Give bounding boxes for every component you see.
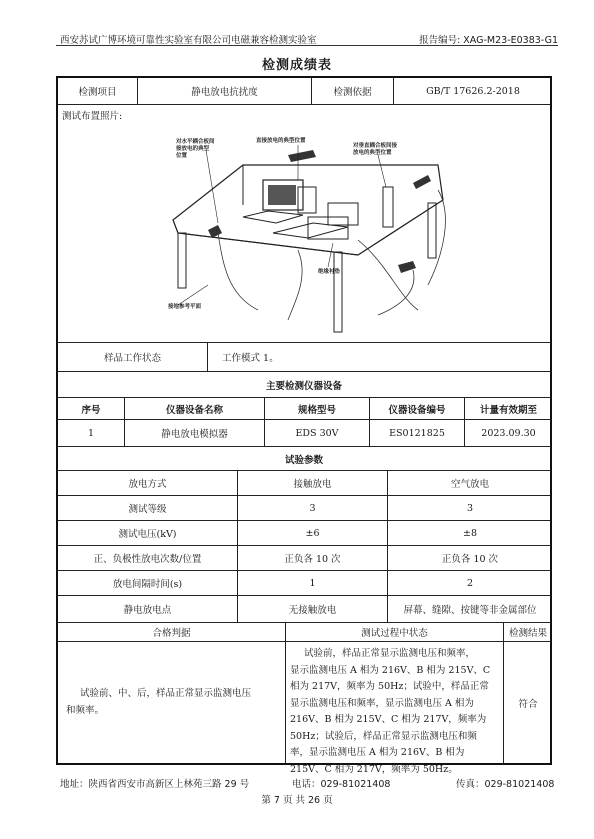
photo-row	[58, 105, 550, 343]
criterion-cell	[58, 642, 286, 763]
param-row	[58, 571, 550, 596]
param-label: 放电间隔时间(s)	[58, 571, 238, 595]
verdict-value: 符合	[518, 698, 538, 710]
param-label: 放电方式	[58, 471, 238, 495]
process-header: 测试过程中状态	[286, 623, 504, 641]
basis-label: 检测依据	[312, 78, 394, 104]
company-name: 西安苏试广博环境可靠性实验室有限公司电磁兼容检测实验室	[60, 35, 317, 46]
equipment-header-expiry: 计量有效期至	[479, 404, 537, 416]
equipment-section-title: 主要检测仪器设备	[58, 372, 550, 398]
param-label: 测试等级	[58, 496, 238, 520]
equipment-name: 静电放电模拟器	[125, 420, 265, 446]
annot-insulation: 绝缘衬垫	[318, 269, 341, 275]
result-body-row	[58, 642, 550, 775]
param-contact: 无接触放电	[238, 596, 388, 622]
param-row	[58, 471, 550, 496]
param-row	[58, 596, 550, 623]
param-air: 正负各 10 次	[441, 554, 499, 565]
header-divider	[56, 45, 558, 46]
equipment-id: ES0121825	[370, 420, 465, 446]
sample-state-value: 工作模式 1。	[222, 353, 279, 364]
criterion-line: 试验前、中、后，样品正常显示监测电压	[80, 688, 252, 699]
criterion-line: 和频率。	[66, 704, 105, 716]
sample-state-label: 样品工作状态	[58, 343, 208, 371]
process-line: 216V、B 相为 215V、C 相为 217V，频率为	[290, 714, 487, 725]
process-line: 215V、C 相为 217V，频率为 50Hz。	[290, 763, 458, 775]
page-number: 第 7 页 共 26 页	[261, 795, 333, 806]
info-row	[58, 78, 550, 105]
item-value: 静电放电抗扰度	[138, 78, 312, 104]
param-label: 正、负极性放电次数/位置	[58, 546, 238, 570]
annot-horizontal-line1: 对水平耦合板间	[176, 139, 215, 145]
item-label: 检测项目	[58, 78, 138, 104]
annot-horizontal-line3: 位置	[176, 153, 188, 159]
annot-vertical-line2: 放电的典型位置	[353, 150, 392, 156]
param-contact: 1	[238, 571, 388, 595]
equipment-model: EDS 30V	[265, 420, 370, 446]
footer-address: 地址：陕西省西安市高新区上林苑三路 29 号	[60, 779, 250, 790]
annot-ground: 接地参考平面	[168, 304, 202, 310]
footer-fax: 传真：029-81021408	[456, 779, 555, 790]
page-title: 检测成绩表	[261, 58, 332, 73]
process-line: 率，显示监测电压 A 相为 216V、B 相为	[290, 747, 465, 758]
photo-label: 测试布置照片:	[62, 111, 123, 122]
equipment-header-no: 序号	[58, 398, 125, 419]
result-sheet	[56, 76, 552, 775]
footer-phone: 电话：029-81021408	[292, 779, 391, 790]
equipment-no: 1	[58, 420, 125, 446]
process-line: 试验前，样品正常显示监测电压和频率，	[304, 648, 476, 659]
param-air: 空气放电	[450, 479, 489, 490]
params-section-title: 试验参数	[58, 447, 550, 471]
annot-vertical-line1: 对垂直耦合板间接	[353, 143, 398, 149]
criterion-header: 合格判据	[58, 623, 286, 641]
param-air: 屏幕、缝隙、按键等非金属部位	[403, 605, 537, 616]
verdict-header: 检测结果	[508, 628, 547, 639]
param-row	[58, 546, 550, 571]
param-contact: 正负各 10 次	[238, 546, 388, 570]
process-line: 50Hz；试验后，样品正常显示监测电压和频	[290, 730, 477, 742]
equipment-header-model: 规格型号	[265, 398, 370, 419]
test-setup-diagram	[58, 105, 552, 343]
param-contact: 接触放电	[238, 471, 388, 495]
param-air: 2	[466, 577, 474, 589]
param-label: 测试电压(kV)	[58, 521, 238, 545]
equipment-header-row	[58, 398, 550, 420]
equipment-expiry: 2023.09.30	[481, 427, 536, 439]
param-air: ±8	[462, 527, 477, 539]
param-air: 3	[466, 502, 474, 514]
equipment-header-name: 仪器设备名称	[125, 398, 265, 419]
process-cell	[286, 642, 504, 775]
process-line: 相为 217V，频率为 50Hz；试验中，样品正常	[290, 681, 489, 692]
equipment-header-id: 仪器设备编号	[370, 398, 465, 419]
process-line: 显示监测电压 A 相为 216V、B 相为 215V、C	[290, 664, 491, 676]
annot-direct: 直接放电的典型位置	[256, 138, 306, 144]
sample-state-row	[58, 343, 550, 372]
param-contact: ±6	[238, 521, 388, 545]
param-label: 静电放电点	[58, 596, 238, 622]
report-number: 报告编号: XAG-M23-E0383-G1	[419, 35, 558, 46]
param-contact: 3	[238, 496, 388, 520]
result-header-row	[58, 623, 550, 642]
equipment-row	[58, 420, 550, 447]
param-row	[58, 496, 550, 521]
basis-value: GB/T 17626.2-2018	[426, 85, 520, 97]
process-line: 显示监测电压和频率，显示监测电压 A 相为	[290, 697, 474, 709]
annot-horizontal-line2: 接放电的典型	[176, 146, 210, 152]
param-row	[58, 521, 550, 546]
